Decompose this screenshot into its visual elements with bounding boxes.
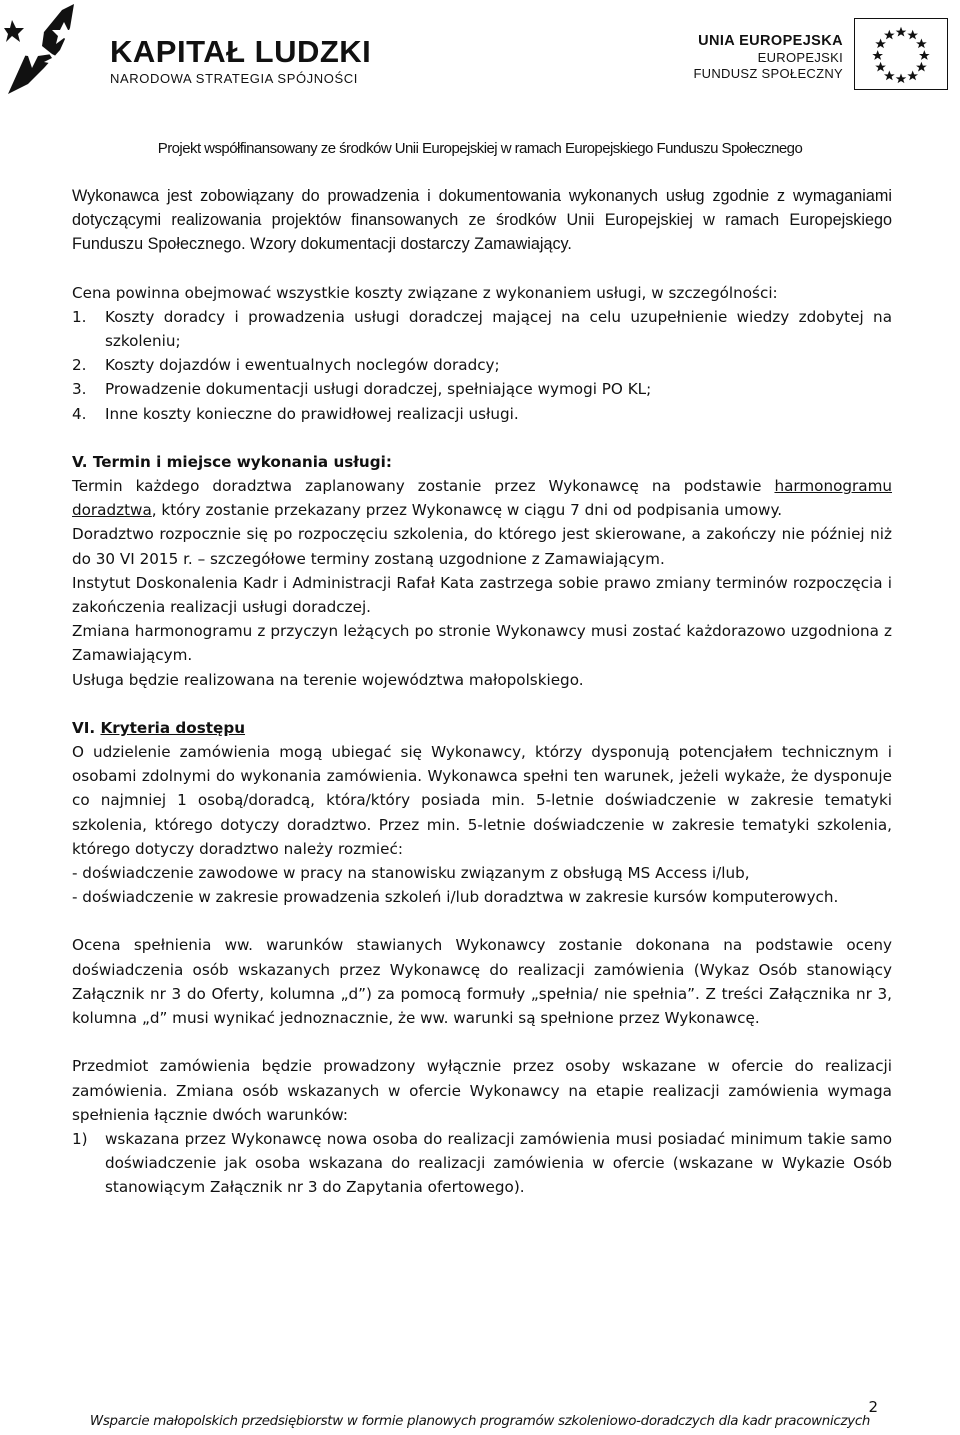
list-item-text: Inne koszty konieczne do prawidłowej realizacji usługi. xyxy=(105,404,519,423)
list-item-text: Prowadzenie dokumentacji usługi doradczej, spełniające wymogi PO KL; xyxy=(105,380,652,399)
list-item xyxy=(72,402,892,426)
section-6-heading-text: Kryteria dostępu xyxy=(100,718,246,737)
kl-title: KAPITAŁ LUDZKI xyxy=(110,34,372,69)
list-item-number: 3. xyxy=(72,380,87,399)
list-item xyxy=(72,353,892,377)
intro-paragraph xyxy=(72,184,892,257)
document-body xyxy=(72,184,892,1200)
kapital-ludzki-logo-icon xyxy=(4,2,104,98)
intro-text-a: Wykonawca jest zobowiązany do prowadzenia i dokumentowania wykonanych usług zgodnie z wymaganiami dotyczącymi realizowania projektów finansowanych ze środków Unii Europejskiej w ramach Europejskiego Funduszu Społecznego. xyxy=(72,187,892,254)
costs-lead: Cena powinna obejmować wszystkie koszty związane z wykonaniem usługi, w szczególności: xyxy=(72,283,778,302)
section-5-paragraph-4: Zmiana harmonogramu z przyczyn leżących po stronie Wykonawcy musi zostać każdorazowo uzgodniona z Zamawiającym. xyxy=(72,622,892,665)
list-item-text: Koszty doradcy i prowadzenia usługi doradczej mającej na celu uzupełnienie wiedzy zdobytej na szkoleniu; xyxy=(105,307,892,351)
section-6-heading xyxy=(72,716,892,740)
section-5-paragraph-2: Doradztwo rozpocznie się po rozpoczęciu szkolenia, do którego jest skierowane, a zakończy nie później niż do 30 VI 2015 r. – szczegółowe terminy zostaną uzgodnione z Zamawiającym. xyxy=(72,525,892,568)
section-6-paragraph-2: Ocena spełnienia ww. warunków stawianych Wykonawcy zostanie dokonana na podstawie oceny doświadczenia osób wskazanych przez Wykonawcę do realizacji zamówienia (Wykaz Osób stanowiący Załącznik nr 3 do Oferty, kolumna „d”) za pomocą formuły „spełnia/ nie spełnia”. Z treści Załącznika nr 3, kolumna „d” musi wynikać jednoznacznie, że ww. warunki są spełnione przez Wykonawcę. xyxy=(72,936,892,1028)
section-5-p1-before: Termin każdego doradztwa zaplanowany zostanie przez Wykonawcę na podstawie xyxy=(72,477,775,496)
page-header xyxy=(0,0,960,100)
list-item-text: Koszty dojazdów i ewentualnych noclegów doradcy; xyxy=(105,356,500,375)
eu-title: UNIA EUROPEJSKA xyxy=(698,33,843,49)
costs-list xyxy=(72,305,892,426)
section-6-heading-number: VI. xyxy=(72,718,101,737)
condition-item xyxy=(72,1127,892,1200)
section-6-paragraph-1: O udzielenie zamówienia mogą ubiegać się Wykonawcy, którzy dysponują potencjałem technicznym i osobami zdolnymi do wykonania zamówienia. Wykonawca spełni ten warunek, jeżeli wykaże, że dysponuje co najmniej 1 osobą/doradcą, która/który posiada min. 5-letnie doświadczenie w zakresie tematyki szkolenia, którego dotyczy doradztwo. Przez min. 5-letnie doświadczenie w zakresie tematyki szkolenia, którego dotyczy doradztwo należy rozmieć: xyxy=(72,743,892,858)
eu-line-2: FUNDUSZ SPOŁECZNY xyxy=(693,66,843,81)
eu-flag-icon xyxy=(854,18,948,90)
harmonogram-link: harmonogramu doradztwa xyxy=(72,477,892,520)
list-item-number: 4. xyxy=(72,404,87,423)
kl-subtitle: NARODOWA STRATEGIA SPÓJNOŚCI xyxy=(110,71,358,86)
intro-text-b: Wzory dokumentacji dostarczy Zamawiający. xyxy=(245,235,572,254)
section-5-heading: V. Termin i miejsce wykonania usługi: xyxy=(72,452,392,471)
section-6-bullet-2: - doświadczenie w zakresie prowadzenia szkoleń i/lub doradztwa w zakresie kursów komputerowych. xyxy=(72,888,839,907)
condition-text: wskazana przez Wykonawcę nowa osoba do realizacji zamówienia musi posiadać minimum takie samo doświadczenie jak osoba wskazana do realizacji zamówienia w ofercie (wskazane w Wykazie Osób stanowiącym Załącznik nr 3 do Zapytania ofertowego). xyxy=(105,1129,892,1197)
kapital-ludzki-wordmark xyxy=(110,36,371,86)
condition-number: 1) xyxy=(72,1129,88,1148)
section-5-paragraph-3: Instytut Doskonalenia Kadr i Administracji Rafał Kata zastrzega sobie prawo zmiany terminów rozpoczęcia i zakończenia realizacji usługi doradczej. xyxy=(72,573,892,617)
cofinancing-note: Projekt współfinansowany ze środków Unii Europejskiej w ramach Europejskiego Funduszu Społecznego xyxy=(157,140,803,157)
section-5-p1-after: , który zostanie przekazany przez Wykonawcę w ciągu 7 dni od podpisania umowy. xyxy=(151,501,783,520)
eu-wordmark xyxy=(693,32,843,82)
footer-note: Wsparcie małopolskich przedsiębiorstw w formie planowych programów szkoleniowo-doradczych dla kadr pracowniczych xyxy=(89,1414,871,1429)
list-item-number: 1. xyxy=(72,307,87,326)
section-5-paragraph-1 xyxy=(72,474,892,522)
eu-line-1: EUROPEJSKI xyxy=(757,50,843,65)
section-5-paragraph-5: Usługa będzie realizowana na terenie województwa małopolskiego. xyxy=(72,670,584,689)
list-item-number: 2. xyxy=(72,356,87,375)
list-item xyxy=(72,305,892,353)
section-6-paragraph-3: Przedmiot zamówienia będzie prowadzony wyłącznie przez osoby wskazane w ofercie do realizacji zamówienia. Zmiana osób wskazanych w ofercie Wykonawcy na etapie realizacji zamówienia wymaga spełnienia łącznie dwóch warunków: xyxy=(72,1057,892,1124)
page-number: 2 xyxy=(868,1398,878,1416)
list-item xyxy=(72,377,892,401)
section-6-bullet-1: - doświadczenie zawodowe w pracy na stanowisku związanym z obsługą MS Access i/lub, xyxy=(72,864,750,883)
